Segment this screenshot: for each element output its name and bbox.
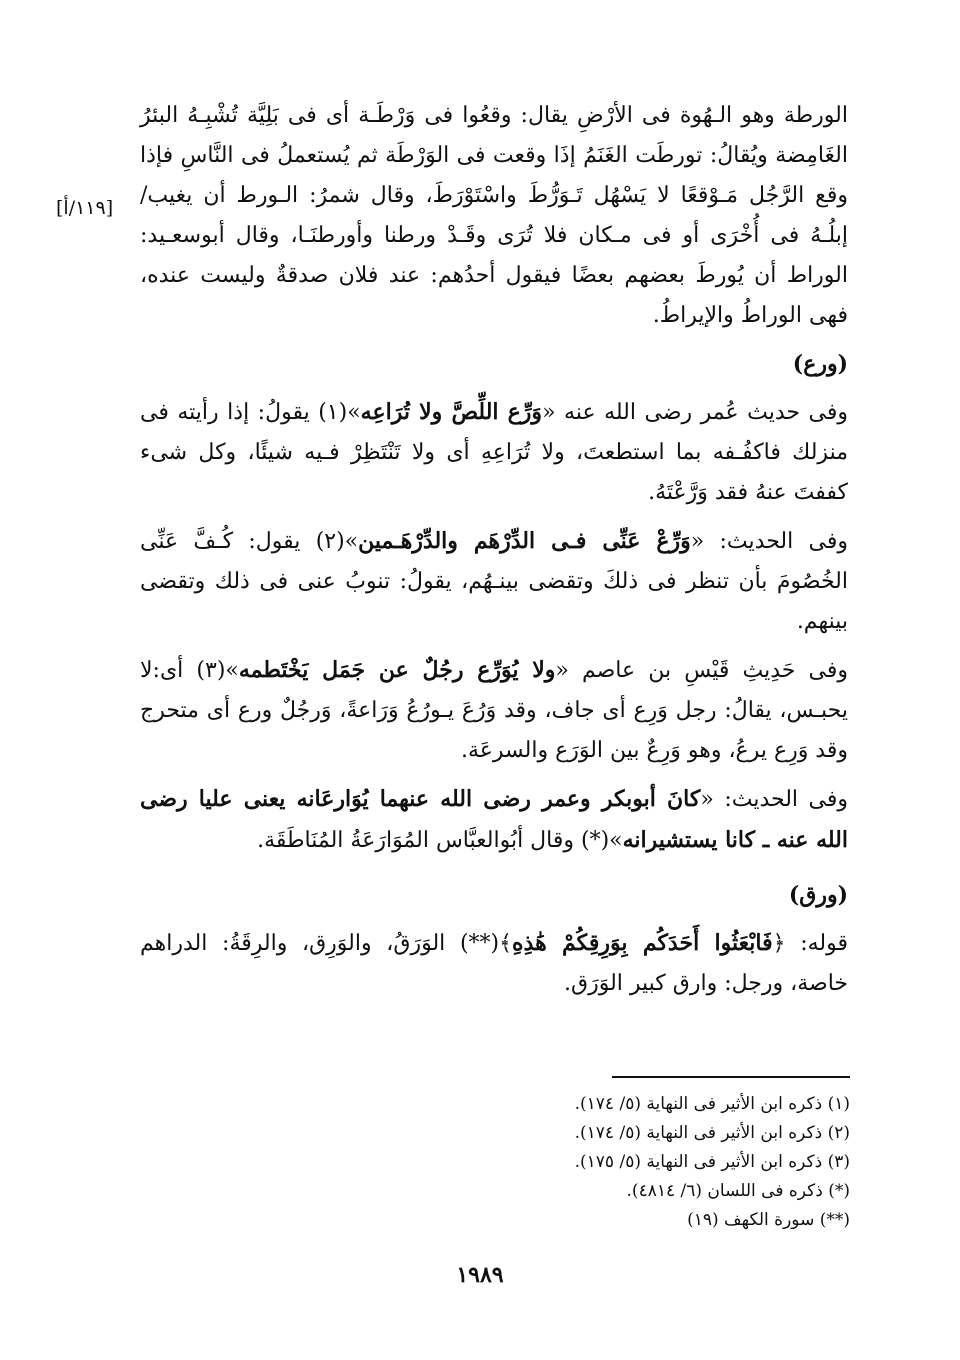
hadith-quote: وَرِّعْ عَنِّى فـى الدِّرْهَم والدِّرْهَـمين xyxy=(358,528,691,554)
hadith-intro: وفى الحديث: « xyxy=(690,529,848,554)
hadith-commentary: »(٣) أى:لا يحبـس، يقالُ: رجل وَرِع أى جاف، وقد وَرُعَ يـورُعُ وَرَاعةً، وَرجُلٌ ورع أى متحرج وقد وَرِع يرعُ، وهو وَرِعٌ بين الوَرَع والسرعَة. xyxy=(140,658,848,763)
paragraph-abubakr-hadith xyxy=(140,779,848,861)
footnote-star: (*) ذكره فى اللسان (٦/ ٤٨١٤). xyxy=(626,1181,850,1201)
paragraph-wrt: الورطة وهو الـهُوة فى الأرْضِ يقال: وقعُوا فى وَرْطَـة أى فى بَلِيَّة تُشْبِـهُ البئرُ الغَامِضة ويُقالُ: تورطَت الغَنَمُ إذَا وقعت فى الوَرْطَة ثم يُستعملُ فى النَّاسِ فإذا وقع الرَّجُل مَـوْقعًا لا يَسْهُل تَـوَرُّطَ واسْتَوْرَطَ، وقال شمرُ: الـورط أن يغيب/ إبلُـهُ فى أُخْرَى أو فى مـكان فلا تُرَى وقَـدْ ورطنا وأورطنَـا، وقال أبوسعـيد: الوراط أن يُورطَ بعضهم بعضًا فيقول أحدُهم: عند فلان صدقةٌ وليست عنده، فهى الوراطُ والإيراطُ. xyxy=(140,103,848,328)
hadith-commentary: »(٢) يقول: كُـفَّ عَنِّى الخُصُومَ بأن تنظر فى ذلكَ وتقضى بينـهُم، يقولُ: تنوبُ عنى فى ذلك وتقضى بينهم. xyxy=(140,529,848,634)
spacer xyxy=(140,384,848,392)
hadith-intro: وفى الحديث: « xyxy=(700,787,848,812)
hadith-quote: كانَ أبوبكر وعمر رضى الله عنهما يُوَارعَانه يعنى عليا رضى الله عنه ـ كانا يستشيرانه xyxy=(140,786,848,853)
spacer xyxy=(140,642,848,650)
section-heading-wr3: (ورع) xyxy=(792,351,848,377)
spacer xyxy=(140,861,848,875)
verse-intro: قوله: ﴿ xyxy=(772,931,848,956)
main-text xyxy=(140,96,848,1004)
hadith-intro: وفى حَدِيثِ قَيْسِ بن عاصم « xyxy=(555,658,848,683)
verse-commentary: ﴾(**) الوَرَقُ، والوَرِق، والرِقَةُ: الدراهم خاصة، ورجل: وارق كبير الوَرَق. xyxy=(140,931,848,996)
paragraph-umar-hadith xyxy=(140,392,848,513)
hadith-quote: وَرِّع اللِّصَّ ولا تُرَاعِه xyxy=(360,399,543,425)
hadith-commentary: »(*) وقال أبُوالعبَّاس المُوَارَعَةُ المُنَاطَقَة. xyxy=(257,828,623,853)
footnote-double-star: (**) سورة الكهف (١٩) xyxy=(687,1210,850,1230)
footnote-2: (٢) ذكره ابن الأثير فى النهاية (٥/ ١٧٤). xyxy=(574,1123,850,1143)
footnote-1: (١) ذكره ابن الأثير فى النهاية (٥/ ١٧٤). xyxy=(574,1094,850,1114)
spacer xyxy=(140,513,848,521)
hadith-intro: وفى حديث عُمر رضى الله عنه « xyxy=(542,400,848,425)
hadith-quote: ولا يُوَرِّع رجُلٌ عن جَمَل يَخْتَطمه xyxy=(238,657,556,683)
hadith-commentary: »(١) يقولُ: إذا رأيته فى منزلك فاكفُـفه بما استطعتَ، ولا تُرَاعِهِ أى ولا تَنْتَظِرْ فـيه شيئًا، وكل شىء كففتَ عنهُ فقد وَرَّعْتَهُ. xyxy=(140,400,848,505)
footnotes xyxy=(430,1090,850,1235)
spacer xyxy=(140,336,848,344)
spacer xyxy=(140,771,848,779)
verse-quote: فَابْعَثُوا أَحَدَكُم بِوَرِقِكُمْ هَٰذِهِ xyxy=(512,930,773,956)
paragraph-qays-hadith xyxy=(140,650,848,771)
footnote-separator xyxy=(612,1076,850,1078)
margin-folio-reference: [١١٩/أ] xyxy=(56,197,114,219)
paragraph-quran-verse xyxy=(140,923,848,1004)
footnote-3: (٣) ذكره ابن الأثير فى النهاية (٥/ ١٧٥). xyxy=(574,1152,850,1172)
spacer xyxy=(140,915,848,923)
section-heading-wrq: (ورق) xyxy=(788,882,848,908)
paragraph-dirham-hadith xyxy=(140,521,848,642)
page-number: ١٩٨٩ xyxy=(456,1262,504,1288)
